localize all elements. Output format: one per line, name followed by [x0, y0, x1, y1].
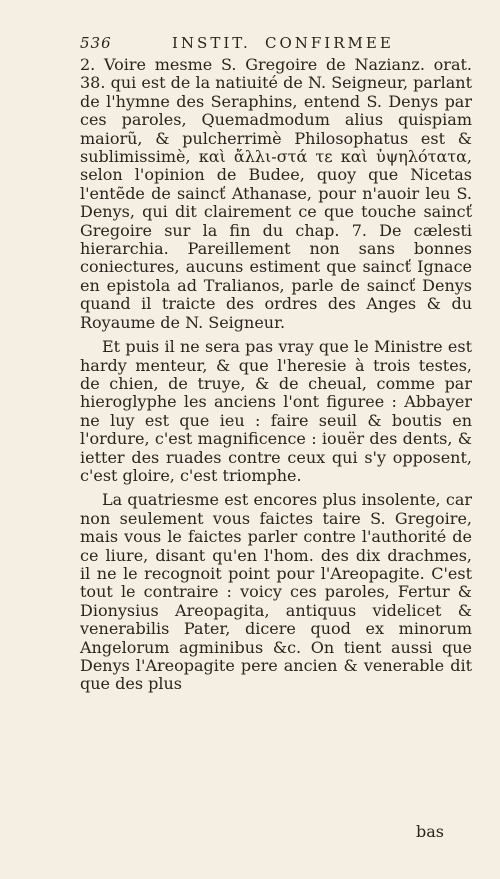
- text-body: [80, 56, 472, 694]
- paragraph-1: 2. Voire mesme S. Gregoire de Nazianz. orat. 38. qui est de la natiuité de N. Seigneur, parlant de l'hymne des Seraphins, entend S. Denys par ces paroles, Quemadmodum alius quispiam maiorũ, & pulcherrimè Philosophatus est & sublimissimè, καὶ ἄλλι-στά τε καὶ ὑψηλότατα, selon l'opinion de Budee, quoy que Nicetas l'entẽde de saincť Athanase, pour n'auoir leu S. Denys, qui dit clairement ce que touche saincť Gregoire sur la fin du chap. 7. De cælesti hierarchia. Pareillement non sans bonnes coniectures, aucuns estiment que saincť Ignace en epistola ad Tralianos, parle de saincť Denys quand il traicte des ordres des Anges & du Royaume de N. Seigneur.: [80, 55, 472, 332]
- catchword: bas: [416, 822, 444, 841]
- paragraph-2: Et puis il ne sera pas vray que le Ministre est hardy menteur, & que l'heresie à trois testes, de chien, de truye, & de cheual, comme par hieroglyphe les anciens l'ont figuree : Abbayer ne luy est que ieu : faire seuil & boutis en l'ordure, c'est magnificence : iouër des dents, & ietter des ruades contre ceux qui s'y opposent, c'est gloire, c'est triomphe.: [80, 337, 472, 485]
- running-header: [80, 34, 470, 56]
- paragraph-3: La quatriesme est encores plus insolente, car non seulement vous faictes taire S. Gregoire, mais vous le faictes parler contre l'authorité de ce liure, disant qu'en l'hom. des dix drachmes, il ne le recognoit point pour l'Areopagite. C'est tout le contraire : voicy ces paroles, Fertur & Dionysius Areopagita, antiquus videlicet & venerabilis Pater, dicere quod ex minorum Angelorum agminibus &c. On tient aussi que Denys l'Areopagite pere ancien & venerable dit que des plus: [80, 490, 472, 694]
- page-number: 536: [80, 34, 112, 52]
- running-title-left: INSTIT.: [172, 34, 251, 52]
- running-title-right: CONFIRMEE: [265, 34, 394, 52]
